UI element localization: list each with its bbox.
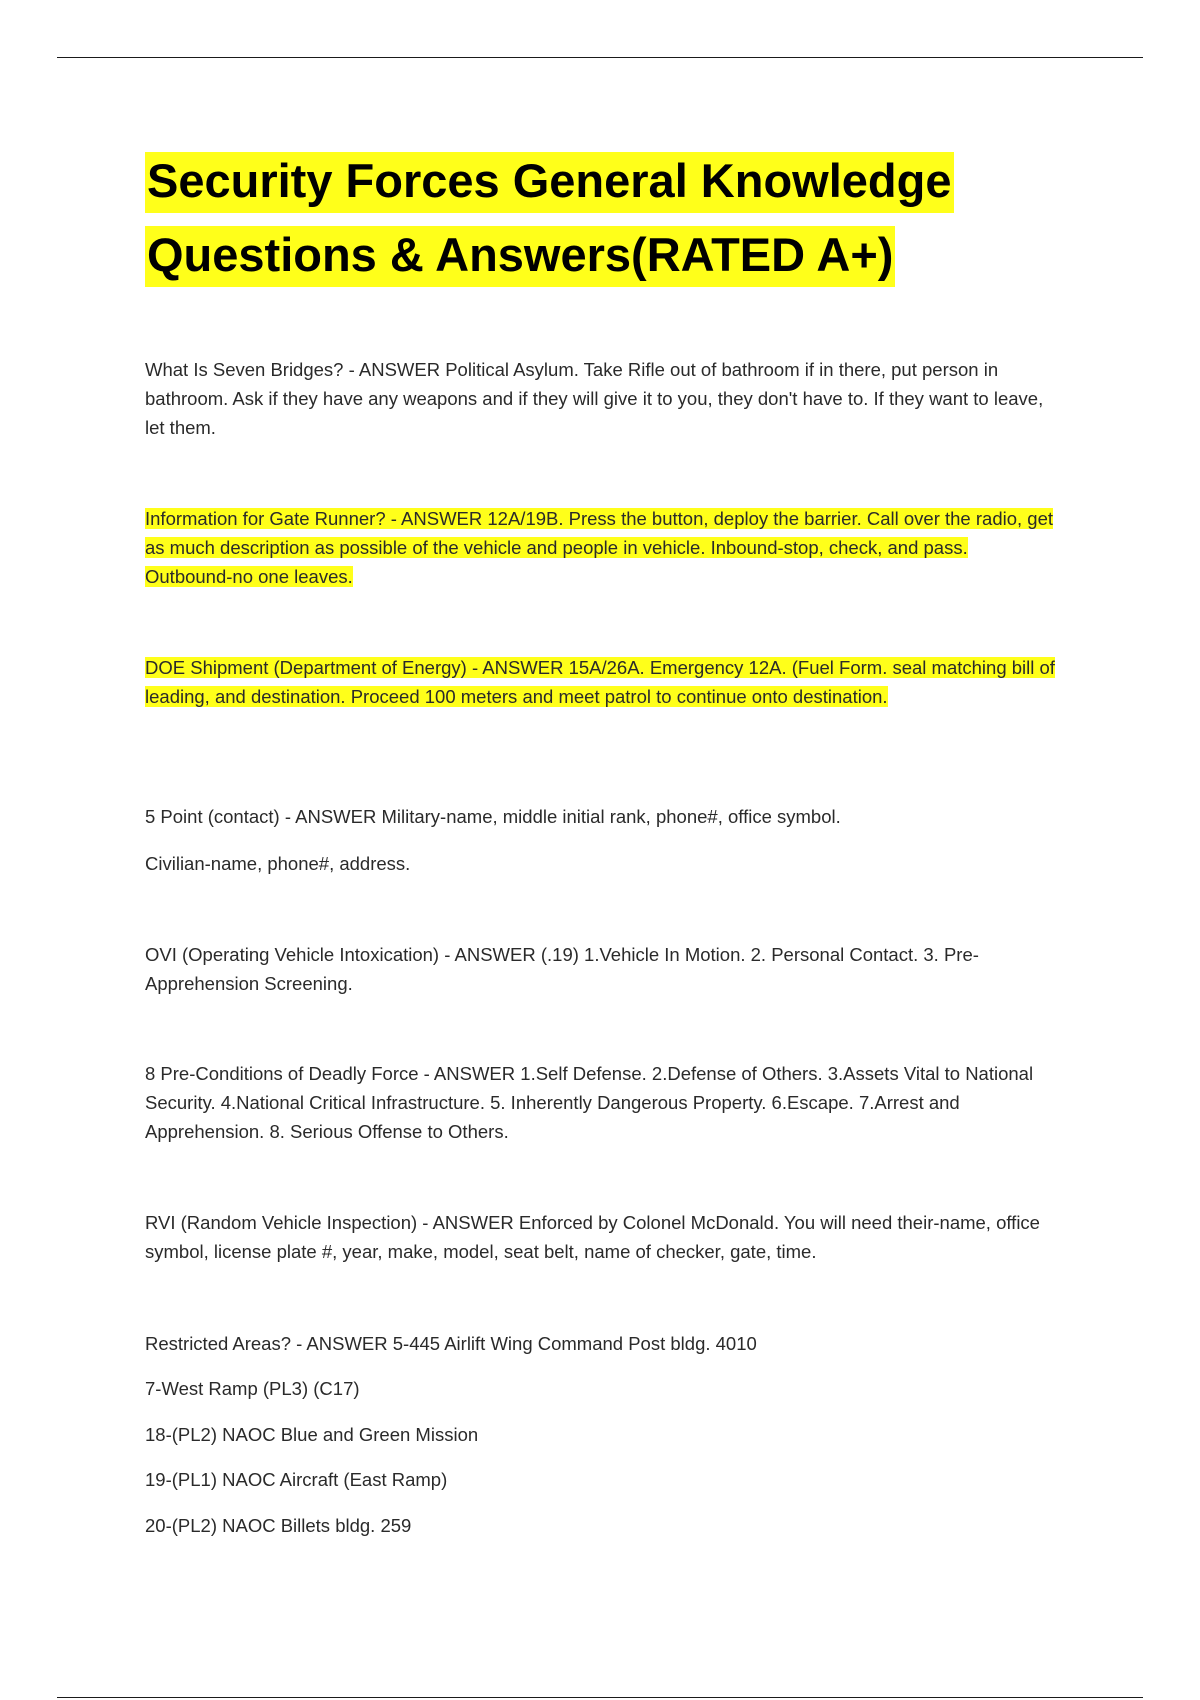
entry-five-point-civilian: Civilian-name, phone#, address. — [145, 853, 411, 874]
entry-rvi — [145, 1208, 1060, 1266]
entry-gate-runner — [145, 504, 1060, 591]
title-line-2: Questions & Answers(RATED A+) — [145, 226, 895, 287]
restricted-area-20: 20-(PL2) NAOC Billets bldg. 259 — [145, 1515, 412, 1536]
top-rule — [57, 57, 1143, 58]
bottom-rule — [57, 1697, 1143, 1698]
restricted-area-7: 7-West Ramp (PL3) (C17) — [145, 1378, 360, 1399]
entry-gate-runner-text: Information for Gate Runner? - ANSWER 12A/19B. Press the button, deploy the barrier. Call over the radio, get as much description as possible of the vehicle and people in vehicle. Inbound-stop, check, and pass. Outbound-no one leaves. — [145, 508, 1053, 587]
entry-deadly-force-text: 8 Pre-Conditions of Deadly Force - ANSWER 1.Self Defense. 2.Defense of Others. 3.Assets Vital to National Security. 4.National Critical Infrastructure. 5. Inherently Dangerous Property. 6.Escape. 7.Arrest and Apprehension. 8. Serious Offense to Others. — [145, 1063, 1034, 1142]
entry-five-point: 5 Point (contact) - ANSWER Military-name, middle initial rank, phone#, office symbol. — [145, 806, 841, 827]
restricted-area-19: 19-(PL1) NAOC Aircraft (East Ramp) — [145, 1469, 448, 1490]
entry-seven-bridges-text: What Is Seven Bridges? - ANSWER Political Asylum. Take Rifle out of bathroom if in there, put person in bathroom. Ask if they have any weapons and if they will give it to you, they don't have to. If they want to leave, let them. — [145, 359, 1044, 438]
entry-ovi — [145, 940, 1060, 998]
restricted-area-18: 18-(PL2) NAOC Blue and Green Mission — [145, 1424, 479, 1445]
title-line-1: Security Forces General Knowledge — [145, 152, 954, 213]
entry-doe-shipment — [145, 653, 1060, 711]
entry-seven-bridges — [145, 355, 1060, 442]
document-title — [145, 144, 1145, 292]
entry-doe-shipment-text: DOE Shipment (Department of Energy) - ANSWER 15A/26A. Emergency 12A. (Fuel Form. seal matching bill of leading, and destination. Proceed 100 meters and meet patrol to continue onto destination. — [145, 657, 1055, 707]
entry-deadly-force — [145, 1059, 1060, 1146]
entry-restricted-areas: Restricted Areas? - ANSWER 5-445 Airlift Wing Command Post bldg. 4010 — [145, 1333, 757, 1354]
entry-rvi-text: RVI (Random Vehicle Inspection) - ANSWER Enforced by Colonel McDonald. You will need their-name, office symbol, license plate #, year, make, model, seat belt, name of checker, gate, time. — [145, 1212, 1040, 1262]
entry-ovi-text: OVI (Operating Vehicle Intoxication) - ANSWER (.19) 1.Vehicle In Motion. 2. Personal Contact. 3. Pre-Apprehension Screening. — [145, 944, 979, 994]
